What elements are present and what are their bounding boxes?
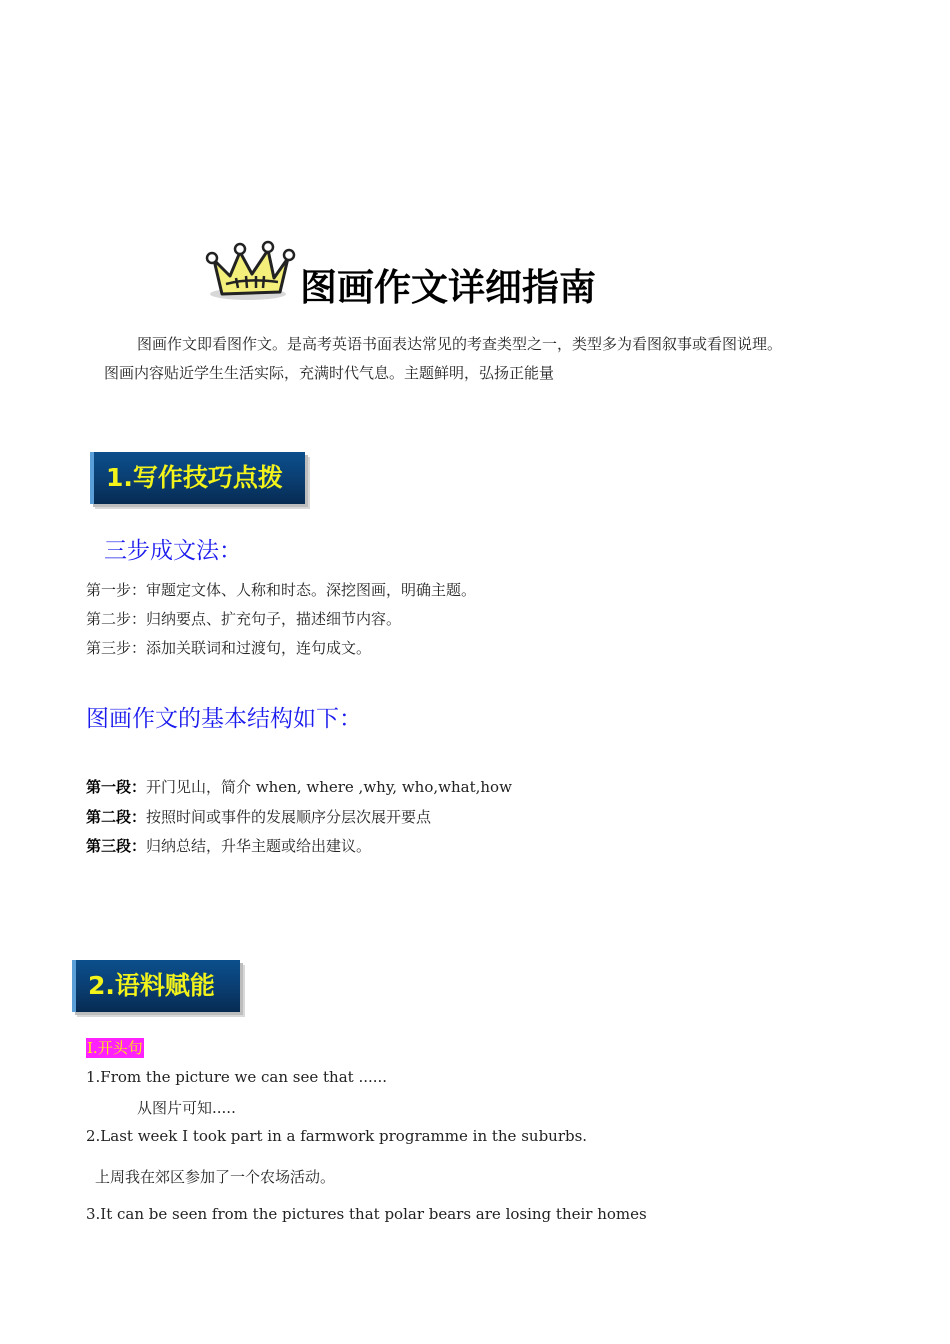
intro-line-2: 图画内容贴近学生生活实际，充满时代气息。主题鲜明，弘扬正能量 bbox=[104, 364, 555, 382]
crown-icon bbox=[200, 238, 296, 304]
example-sentence-cn: 从图片可知..... bbox=[137, 1099, 236, 1117]
section-banner-label: 2.语料赋能 bbox=[88, 971, 215, 1000]
paragraph-label: 第三段： bbox=[86, 837, 147, 855]
paragraph-label: 第一段： bbox=[86, 778, 147, 796]
example-sentence-en: 2.Last week I took part in a farmwork programme in the suburbs. bbox=[86, 1127, 588, 1145]
section-banner-writing-tips bbox=[90, 452, 305, 504]
paragraph-item bbox=[86, 803, 512, 833]
step-item: 第一步：审题定文体、人称和时态。深挖图画，明确主题。 bbox=[86, 581, 477, 599]
step-item: 第二步：归纳要点、扩充句子，描述细节内容。 bbox=[86, 610, 402, 628]
section-banner-label: 1.写作技巧点拨 bbox=[106, 463, 283, 492]
structure-heading: 图画作文的基本结构如下： bbox=[86, 706, 362, 732]
example-sentence-cn: 上周我在郊区参加了一个农场活动。 bbox=[95, 1168, 336, 1186]
paragraph-item bbox=[86, 773, 512, 803]
steps-list bbox=[86, 576, 476, 663]
paragraph-text: 归纳总结，升华主题或给出建议。 bbox=[146, 837, 372, 855]
example-sentence-en: 3.It can be seen from the pictures that polar bears are losing their homes bbox=[86, 1205, 647, 1223]
example-sentence-en: 1.From the picture we can see that ...... bbox=[86, 1068, 388, 1086]
intro-paragraph bbox=[104, 330, 884, 388]
paragraph-label: 第二段： bbox=[86, 807, 147, 826]
section-banner-language-material bbox=[72, 960, 240, 1012]
paragraph-text: 按照时间或事件的发展顺序分层次展开要点 bbox=[146, 807, 432, 826]
paragraph-text: 开门见山，简介 when, where ,why, who,what,how bbox=[146, 778, 512, 796]
paragraph-item bbox=[86, 832, 512, 862]
opening-sentences-tag: I.开头句 bbox=[87, 1039, 143, 1057]
steps-heading: 三步成文法： bbox=[104, 538, 242, 564]
page-title: 图画作文详细指南 bbox=[300, 266, 596, 309]
intro-line-1: 图画作文即看图作文。是高考英语书面表达常见的考查类型之一，类型多为看图叙事或看图说理。 bbox=[137, 335, 783, 353]
paragraph-structure-list bbox=[86, 773, 512, 862]
step-item: 第三步：添加关联词和过渡句，连句成文。 bbox=[86, 639, 372, 657]
